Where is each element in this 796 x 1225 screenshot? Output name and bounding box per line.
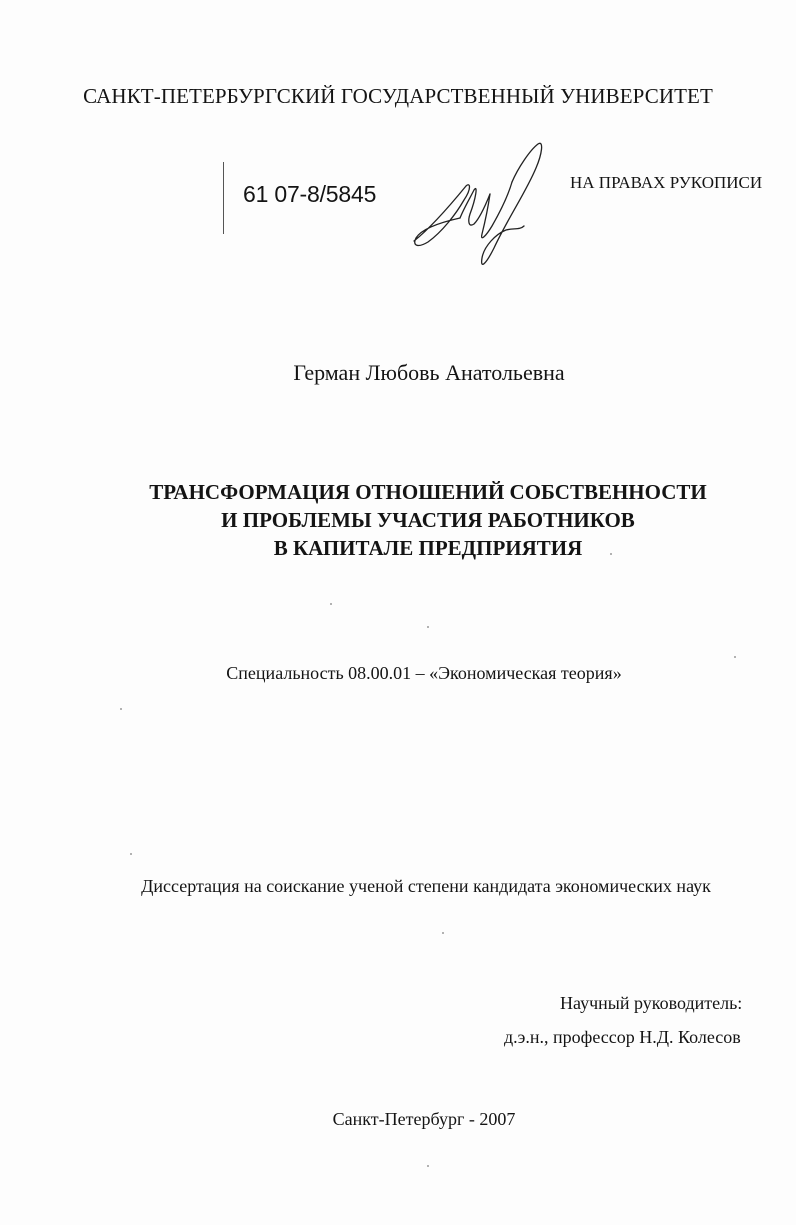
rights-notice: НА ПРАВАХ РУКОПИСИ bbox=[570, 173, 763, 192]
scan-speck bbox=[330, 603, 332, 605]
catalog-stamp: 61 07-8/5845 bbox=[243, 181, 377, 207]
handwritten-signature bbox=[408, 138, 558, 272]
supervisor-label: Научный руководитель: bbox=[560, 993, 743, 1013]
signature-stroke-4 bbox=[482, 143, 542, 264]
dissertation-note: Диссертация на соискание ученой степени кандидата экономических наук bbox=[141, 876, 711, 896]
scan-speck bbox=[442, 932, 444, 934]
scan-speck bbox=[120, 708, 122, 710]
scan-speck bbox=[610, 553, 612, 555]
supervisor-name: д.э.н., профессор Н.Д. Колесов bbox=[504, 1027, 741, 1047]
stamp-margin-line bbox=[223, 162, 224, 234]
dissertation-title-line: И ПРОБЛЕМЫ УЧАСТИЯ РАБОТНИКОВ bbox=[221, 508, 635, 532]
specialty-line: Специальность 08.00.01 – «Экономическая теория» bbox=[226, 663, 622, 683]
author-name: Герман Любовь Анатольевна bbox=[293, 360, 565, 385]
dissertation-title-line: ТРАНСФОРМАЦИЯ ОТНОШЕНИЙ СОБСТВЕННОСТИ bbox=[149, 480, 707, 504]
dissertation-title-line: В КАПИТАЛЕ ПРЕДПРИЯТИЯ bbox=[273, 536, 583, 560]
scan-speck bbox=[734, 656, 736, 658]
city-year: Санкт-Петербург - 2007 bbox=[332, 1109, 516, 1129]
scan-speck bbox=[427, 1165, 429, 1167]
scan-speck bbox=[130, 853, 132, 855]
scan-speck bbox=[427, 626, 429, 628]
university-name: САНКТ-ПЕТЕРБУРГСКИЙ ГОСУДАРСТВЕННЫЙ УНИВЕРСИТЕТ bbox=[83, 84, 713, 108]
